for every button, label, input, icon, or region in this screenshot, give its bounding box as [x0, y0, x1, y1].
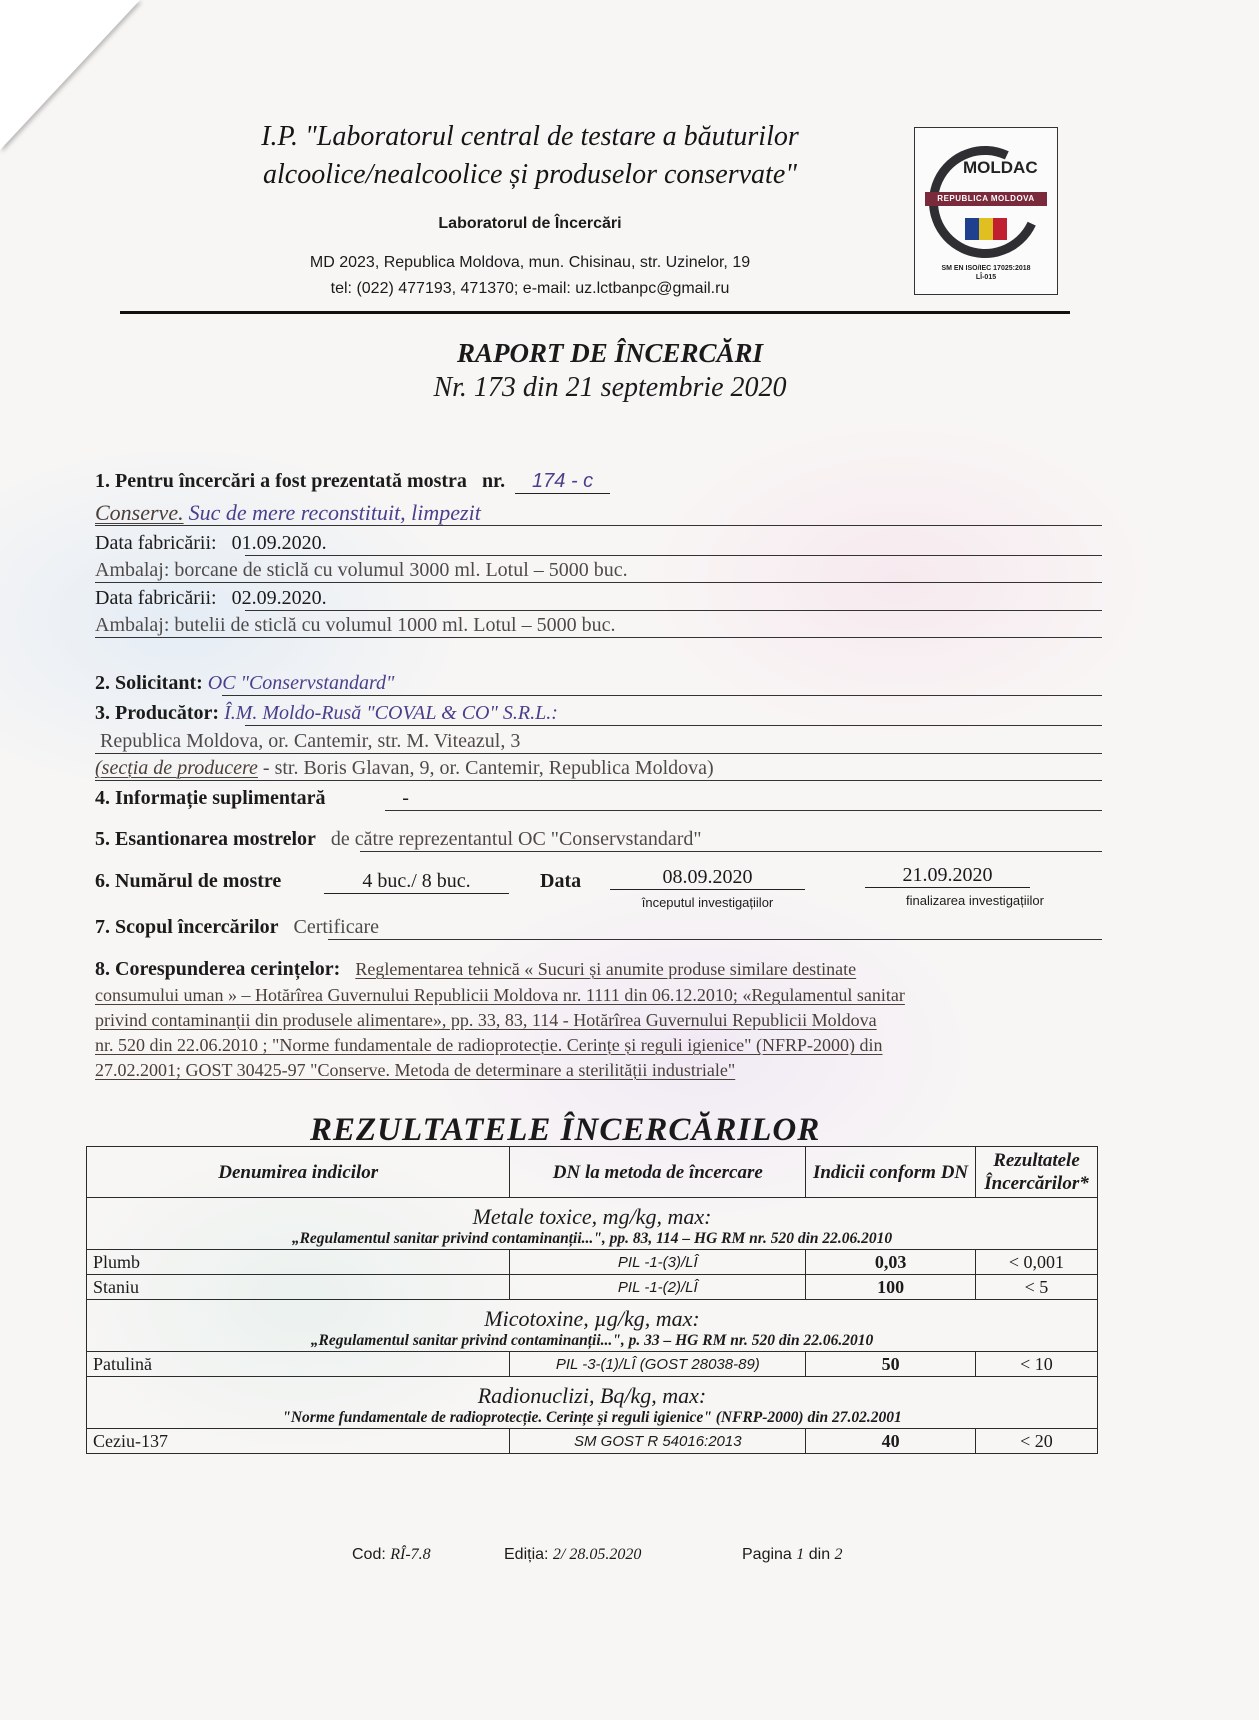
report-number: Nr. 173 din 21 septembrie 2020	[433, 372, 787, 403]
test-method: PIL -3-(1)/LÎ (GOST 28038-89)	[510, 1352, 806, 1377]
org-title-line1: I.P. "Laboratorul central de testare a băuturilor	[261, 121, 799, 152]
product-name: Suc de mere reconstituit, limpezit	[188, 500, 481, 525]
purpose-value: Certificare	[293, 916, 379, 938]
field-sample-label: 1. Pentru încercări a fost prezentată mostra	[95, 470, 467, 492]
code-label: Cod:	[352, 1546, 386, 1563]
header-indicator: Denumirea indicilor	[87, 1147, 510, 1198]
purpose-label: 7. Scopul încercărilor	[95, 916, 279, 938]
field-pack2: Ambalaj: butelii de sticlă cu volumul 1000 ml. Lotul – 5000 buc.	[95, 614, 616, 636]
section-header	[87, 1377, 1098, 1429]
lab-name: Laboratorul de Încercări	[438, 215, 622, 232]
header-result: Rezultatele Încercărilor*	[975, 1147, 1097, 1198]
compliance-line2: consumului uman » – Hotărîrea Guvernului Republicii Moldova nr. 1111 din 06.12.2010; «Regulamentul sanitar	[95, 985, 905, 1005]
results-table	[86, 1146, 1098, 1454]
sampling-underline	[360, 851, 1102, 852]
section-value: - str. Boris Glavan, 9, or. Cantemir, Republica Moldova)	[257, 757, 714, 779]
logo-name: MOLDAC	[963, 158, 1038, 177]
date2-value: 02.09.2020.	[231, 587, 327, 609]
test-method: PIL -1-(3)/LÎ	[510, 1250, 806, 1275]
table-row	[87, 1429, 1098, 1454]
limit-value: 100	[806, 1275, 976, 1300]
date2-underline	[245, 610, 1102, 611]
header-method: DN la metoda de încercare	[510, 1147, 806, 1198]
report-title: RAPORT DE ÎNCERCĂRI	[456, 338, 764, 368]
sample-count-label: 6. Numărul de mostre	[95, 870, 282, 892]
compliance-line5: 27.02.2001; GOST 30425-97 "Conserve. Metoda de determinare a sterilității industriale"	[95, 1060, 736, 1080]
results-header-row	[87, 1147, 1098, 1198]
section-header	[87, 1198, 1098, 1250]
field-applicant	[95, 672, 1102, 695]
field-additional-info	[95, 787, 1102, 810]
moldova-flag-icon	[965, 218, 1007, 240]
section-reference: „Regulamentul sanitar privind contaminanții...", p. 33 – HG RM nr. 520 din 22.06.2010	[310, 1332, 874, 1349]
indicator-name: Ceziu-137	[87, 1429, 510, 1454]
organization-title	[200, 118, 860, 194]
page-label: Pagina	[742, 1546, 792, 1563]
compliance-line4: nr. 520 din 22.06.2010 ; "Norme fundamentale de radioprotecție. Cerințe și reguli igienice" (NFRP-2000) din	[95, 1035, 883, 1055]
code-value: RÎ-7.8	[390, 1546, 431, 1563]
additional-info-label: 4. Informație suplimentară	[95, 787, 326, 809]
edition-value: 2/ 28.05.2020	[552, 1546, 642, 1563]
cert-line2: LÎ-015	[975, 274, 997, 281]
lab-address	[200, 250, 860, 302]
limit-value: 40	[806, 1429, 976, 1454]
field-producer	[95, 702, 1102, 725]
sample-count-value: 4 buc./ 8 buc.	[324, 870, 509, 894]
limit-value: 0,03	[806, 1250, 976, 1275]
start-date: 08.09.2020	[610, 866, 805, 890]
logo-band: REPUBLICA MOLDOVA	[925, 192, 1047, 206]
table-row	[87, 1352, 1098, 1377]
sampling-value: de către reprezentantul OC "Conservstandard"	[330, 828, 702, 850]
page-number: 1	[796, 1546, 805, 1563]
result-value: < 20	[975, 1429, 1097, 1454]
cert-line1: SM EN ISO/IEC 17025:2018	[941, 265, 1031, 272]
of-label: din	[808, 1546, 831, 1563]
section-header	[87, 1300, 1098, 1352]
indicator-name: Plumb	[87, 1250, 510, 1275]
compliance-label: 8. Corespunderea cerințelor:	[95, 958, 341, 980]
section-header-row	[87, 1377, 1098, 1429]
table-row	[87, 1275, 1098, 1300]
section-reference: "Norme fundamentale de radioprotecție. Cerințe și reguli igienice" (NFRP-2000) din 27.02.2001	[282, 1409, 902, 1426]
page-total: 2	[834, 1546, 843, 1563]
start-date-caption: începutul investigațiilor	[641, 895, 774, 910]
header-limit: Indicii conform DN	[806, 1147, 976, 1198]
product-prefix: Conserve.	[95, 500, 184, 525]
field-date1	[95, 532, 1102, 555]
logo-certification	[919, 264, 1053, 282]
producer-label: 3. Producător:	[95, 702, 220, 724]
sampling-label: 5. Esantionarea mostrelor	[95, 828, 316, 850]
producer-section	[95, 757, 1102, 780]
edition-label: Ediția:	[504, 1546, 549, 1563]
field-pack1: Ambalaj: borcane de sticlă cu volumul 3000 ml. Lotul – 5000 buc.	[95, 559, 628, 581]
footer-page	[742, 1546, 843, 1564]
section-title: Metale toxice, mg/kg, max:	[472, 1204, 712, 1229]
additional-info-value: -	[402, 787, 409, 809]
compliance-line3: privind contaminanții din produsele alimentare», pp. 33, 83, 114 - Hotărîrea Guvernului Republicii Moldova	[95, 1010, 877, 1030]
section-title: Micotoxine, µg/kg, max:	[484, 1306, 700, 1331]
folded-corner	[0, 0, 140, 150]
sample-number: 174 - c	[515, 470, 610, 494]
section-reference: „Regulamentul sanitar privind contaminanții...", pp. 83, 114 – HG RM nr. 520 din 22.06.2010	[291, 1230, 893, 1247]
section-label: (secția de producere	[95, 757, 258, 779]
date-label: Data	[540, 870, 582, 892]
section-header-row	[87, 1198, 1098, 1250]
footer-code	[352, 1546, 431, 1564]
field-date2	[95, 587, 1102, 610]
field-sample	[95, 470, 1102, 494]
indicator-name: Staniu	[87, 1275, 510, 1300]
limit-value: 50	[806, 1352, 976, 1377]
test-method: PIL -1-(2)/LÎ	[510, 1275, 806, 1300]
producer-value: Î.M. Moldo-Rusă "COVAL & CO" S.R.L.:	[224, 702, 558, 724]
applicant-label: 2. Solicitant:	[95, 672, 203, 694]
producer-section-underline	[95, 780, 1102, 781]
header-divider	[120, 311, 1070, 314]
product-underline	[95, 525, 1102, 526]
date1-underline	[245, 555, 1102, 556]
field-compliance	[95, 958, 1102, 981]
contact-line: tel: (022) 477193, 471370; e-mail: uz.lctbanpc@gmail.ru	[330, 280, 730, 297]
section-header-row	[87, 1300, 1098, 1352]
moldac-logo	[914, 127, 1058, 295]
pack2-underline	[95, 637, 1102, 638]
test-method: SM GOST R 54016:2013	[510, 1429, 806, 1454]
result-value: < 10	[975, 1352, 1097, 1377]
end-date: 21.09.2020	[865, 864, 1030, 888]
field-sampling	[95, 828, 1102, 851]
section-title: Radionuclizi, Bq/kg, max:	[477, 1383, 707, 1408]
additional-info-underline	[385, 810, 1102, 811]
date1-label: Data fabricării:	[95, 532, 217, 554]
field-purpose	[95, 916, 1102, 939]
applicant-value: OC "Conservstandard"	[207, 672, 395, 694]
applicant-underline	[222, 695, 1102, 696]
producer-address-underline	[95, 753, 1102, 754]
table-row	[87, 1250, 1098, 1275]
address-line: MD 2023, Republica Moldova, mun. Chisinau, str. Uzinelor, 19	[309, 254, 751, 271]
field-product	[95, 500, 1102, 526]
date1-value: 01.09.2020.	[231, 532, 327, 554]
compliance-line1: Reglementarea tehnică « Sucuri și anumite produse similare destinate	[355, 959, 857, 979]
footer-edition	[504, 1546, 641, 1564]
purpose-underline	[328, 939, 1102, 940]
sample-nr-label: nr.	[481, 470, 506, 492]
pack1-underline	[95, 582, 1102, 583]
producer-underline	[245, 725, 1102, 726]
producer-address: Republica Moldova, or. Cantemir, str. M. Viteazul, 3	[100, 730, 521, 752]
result-value: < 0,001	[975, 1250, 1097, 1275]
end-date-caption: finalizarea investigațiilor	[905, 893, 1044, 908]
date2-label: Data fabricării:	[95, 587, 217, 609]
results-title: REZULTATELE ÎNCERCĂRILOR	[310, 1112, 821, 1148]
org-title-line2: alcoolice/nealcoolice și produselor conservate"	[262, 159, 798, 190]
indicator-name: Patulină	[87, 1352, 510, 1377]
result-value: < 5	[975, 1275, 1097, 1300]
